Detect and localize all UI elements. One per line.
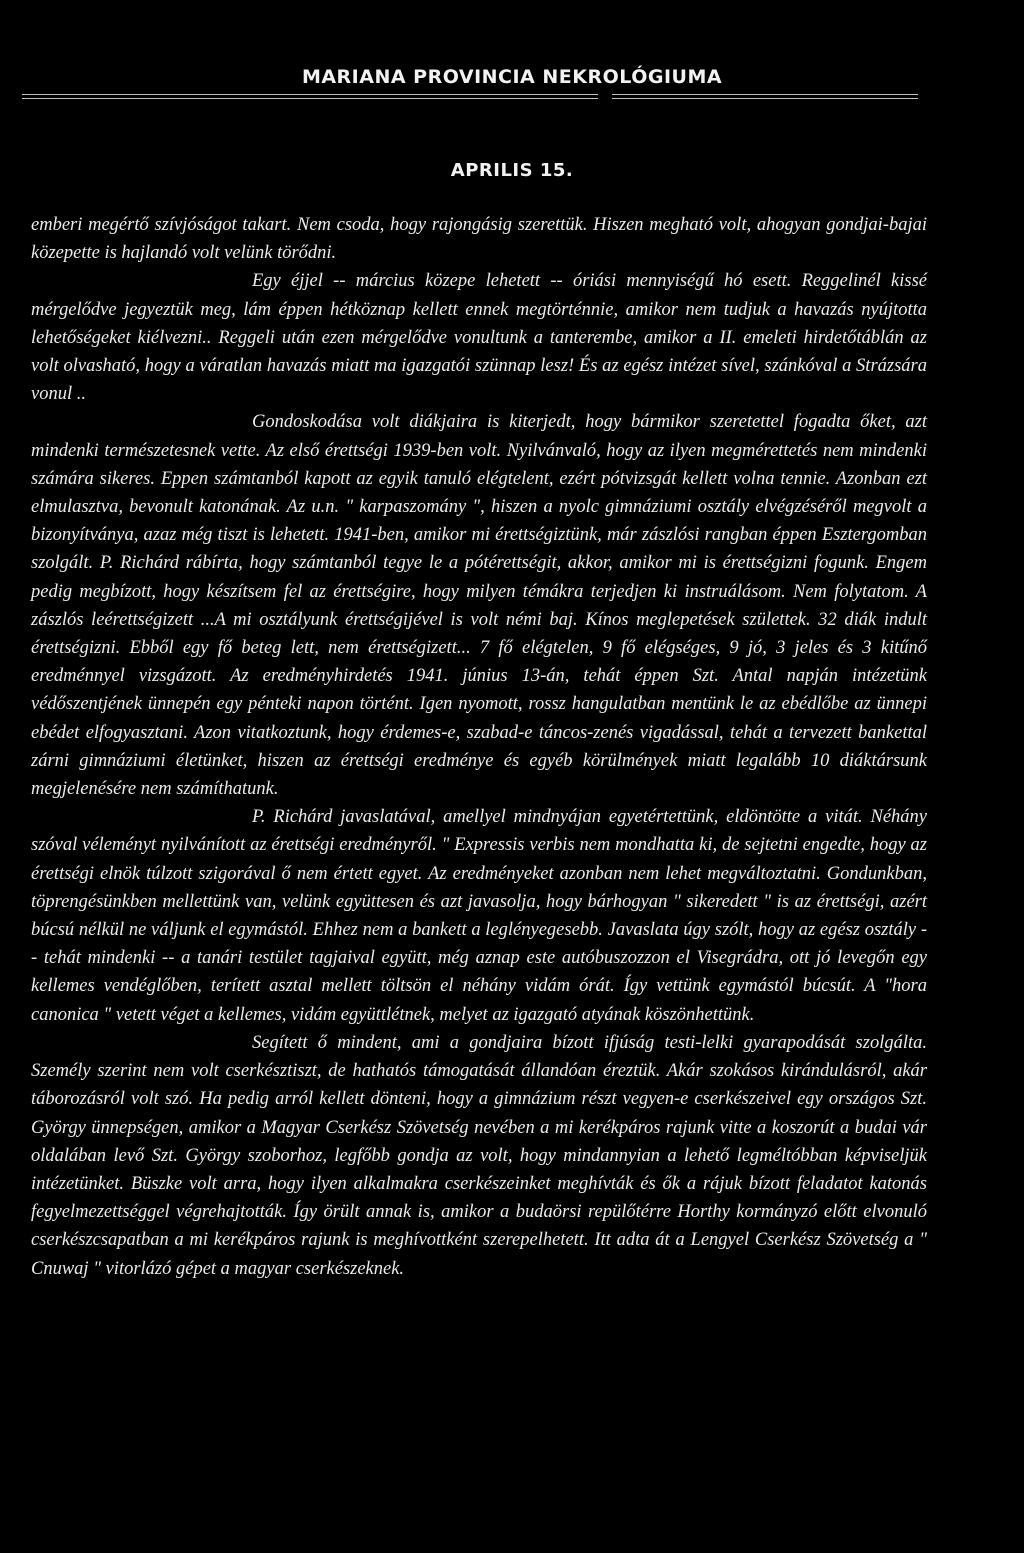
body-text [31, 211, 927, 1283]
header-rule-right [612, 94, 918, 95]
header-rule-left [22, 94, 598, 95]
paragraph: P. Richárd javaslatával, amellyel mindnyájan egyetértettünk, eldöntötte a vitát. Néhány szóval véleményt nyilvánított az érettségi eredményről. " Expressis verbis nem mondhatta ki, de sejtetni engedte, hogy az érettségi elnök túlzott szigorával ő nem értett egyet. Az eredményeket azonban nem lehet megváltoztatni. Gondunkban, töprengésünkben mellettünk van, velünk együttesen és azt javasolja, hogy bárhogyan " sikeredett " is az érettségi, azért búcsú nélkül ne váljunk el egymástól. Ehhez nem a bankett a leglényegesebb. Javaslata úgy szólt, hogy az egész osztály -- tehát mindenki -- a tanári testület tagjaival együtt, még aznap este autóbuszozzon el Visegrádra, ott jó levegőn egy kellemes vendéglőben, terített asztal mellett töltsön el néhány vidám órát. Így vettünk egymástól búcsút. A "hora canonica " vetett véget a kellemes, vidám együttlétnek, melyet az igazgató atyának köszönhettünk. [31, 807, 927, 1025]
header-rule-right-lower [612, 98, 918, 99]
header-rule-left-lower [22, 98, 598, 99]
running-header: MARIANA PROVINCIA NEKROLÓGIUMA [301, 66, 723, 88]
paragraph: Gondoskodása volt diákjaira is kiterjedt, hogy bármikor szeretettel fogadta őket, azt mindenki természetesnek vette. Az első érettségi 1939-ben volt. Nyilvánvaló, hogy az ilyen megmérettetés nem mindenki számára sikeres. Eppen számtanból kapott az egyik tanuló elégtelent, ezért pótvizsgát kellett volna tennie. Azonban ezt elmulasztva, bevonult katonának. Az u.n. " karpaszomány ", hiszen a nyolc gimnáziumi osztály elvégzéséről megvolt a bizonyítványa, azaz még tiszt is lehetett. 1941-ben, amikor mi érettségiztünk, már zászlósi rangban éppen Esztergomban szolgált. P. Richárd rábírta, hogy számtanból tegye le a pótérettségit, akkor, amikor mi is érettségizni fogunk. Engem pedig megbízott, hogy készítsem fel az érettségire, hogy milyen témákra terjedjen ki instruálásom. Nem folytatom. A zászlós leérettségizett ...A mi osztályunk érettségijével is volt némi baj. Kínos meglepetések születtek. 32 diák indult érettségizni. Ebből egy fő beteg lett, nem érettségizett... 7 fő elégtelen, 9 fő elégséges, 9 jó, 3 jeles és 3 kitűnő eredménnyel vizsgázott. Az eredményhirdetés 1941. június 13-án, tehát éppen Szt. Antal napján intézetünk védőszentjének ünnepén egy pénteki napon történt. Igen nyomott, rossz hangulatban mentünk le az ebédlőbe az ünnepi ebédet elfogyasztani. Azon vitatkoztunk, hogy érdemes-e, szabad-e táncos-zenés vigadással, tehát a tervezett bankettal zárni gimnáziumi életünket, hiszen az érettségi eredménye és egyéb körülmények miatt legalább 10 diáktársunk megjelenésére nem számíthatunk. [31, 412, 927, 800]
paragraph: Segített ő mindent, ami a gondjaira bízott ifjúság testi-lelki gyarapodását szolgálta. Személy szerint nem volt cserkésztiszt, de hathatós támogatását állandóan éreztük. Akár szokásos kirándulásról, akár táborozásról volt szó. Ha pedig arról kellett dönteni, hogy a gimnázium részt vegyen-e cserkészeivel egy országos Szt. György ünnepségen, amikor a Magyar Cserkész Szövetség nevében a mi kerékpáros rajunk vitte a koszorút a budai vár oldalában levő Szt. György szoborhoz, legfőbb gondja az volt, hogy mindannyian a lehető legméltóbban képviseljük intézetünket. Büszke volt arra, hogy ilyen alkalmakra cserkészeinket meghívták és ők a rájuk bízott feladatot katonás fegyelmezettséggel végrehajtották. Így örült annak is, amikor a budaörsi repülőtérre Horthy kormányzó előtt elvonuló cserkészcsapatban a mi kerékpáros rajunk is meghívottként szerepelhetett. Itt adta át a Lengyel Cserkész Szövetség a " Cnuwaj " vitorlázó gépet a magyar cserkészeknek. [31, 1032, 927, 1279]
paragraph: Egy éjjel -- március közepe lehetett -- óriási mennyiségű hó esett. Reggelinél kissé mérgelődve jegyeztük meg, lám éppen hétköznap kellett ennek megtörténnie, amikor nem tudjuk a havazás nyújtotta lehetőségeket kiélvezni.. Reggeli után ezen mérgelődve vonultunk a tanterembe, amikor a II. emeleti hirdetőtáblán az volt olvasható, hogy a váratlan havazás miatt ma igazgatói szünnap lesz! És az egész intézet sível, szánkóval a Strázsára vonul .. [31, 271, 927, 405]
date-heading: APRILIS 15. [450, 160, 574, 181]
paragraph: emberi megértő szívjóságot takart. Nem csoda, hogy rajongásig szerettük. Hiszen megható volt, ahogyan gondjai-bajai közepette is hajlandó volt velünk törődni. [31, 215, 927, 264]
